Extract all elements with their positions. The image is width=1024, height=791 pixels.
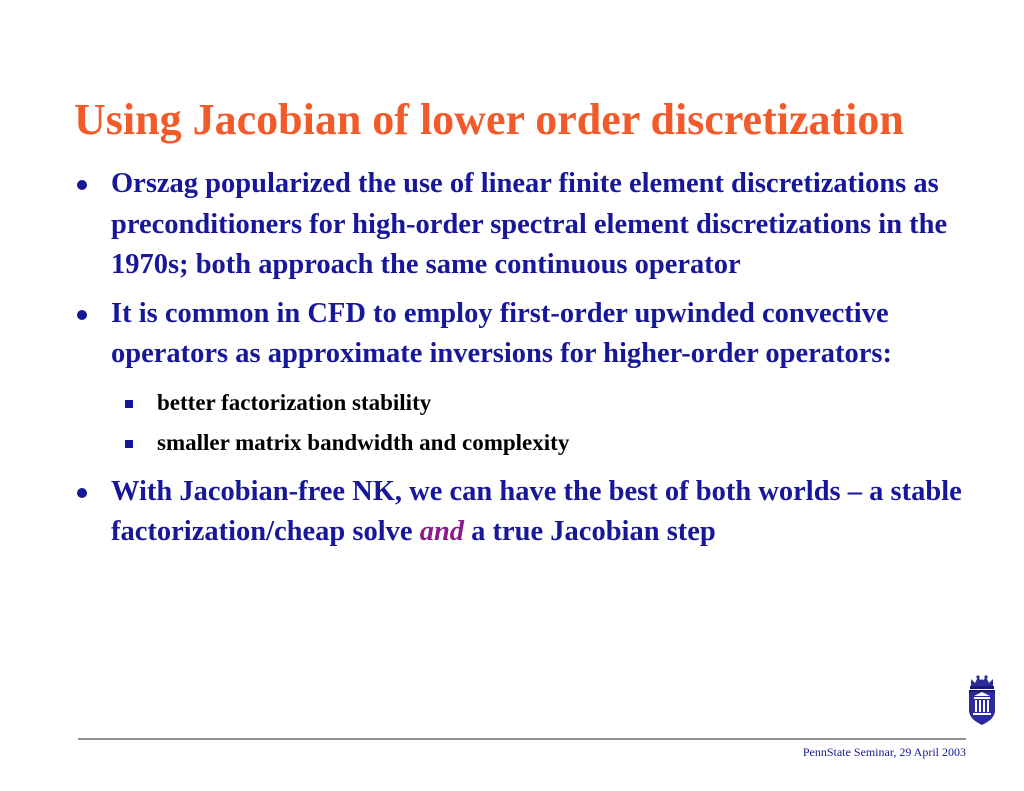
bullet-item-jfnk	[72, 472, 972, 553]
square-bullet-icon	[125, 400, 133, 408]
bullet-text: It is common in CFD to employ first-order upwinded convective operators as approximate inversions for higher-order operators:	[111, 297, 893, 369]
bullet-text-end: a true Jacobian step	[464, 516, 716, 547]
bullet-item-cfd	[72, 294, 972, 464]
emphasis-and: and	[419, 516, 465, 547]
bullet-dot-icon	[77, 310, 87, 320]
bullet-dot-icon	[77, 488, 87, 498]
sub-bullet-text: smaller matrix bandwidth and complexity	[157, 430, 570, 455]
sub-bullet-text: better factorization stability	[157, 389, 432, 415]
sub-bullet-item	[111, 383, 972, 424]
footer-divider	[78, 738, 966, 740]
slide-title: Using Jacobian of lower order discretization	[74, 95, 904, 144]
bullet-text: Orszag popularized the use of linear finite element discretizations as preconditioners for high-order spectral element discretizations in the 1970s; both approach the same continuous operator	[111, 168, 948, 280]
bullet-dot-icon	[77, 180, 87, 190]
square-bullet-icon	[125, 440, 133, 448]
sub-bullet-list	[111, 383, 972, 464]
footer-caption: PennState Seminar, 29 April 2003	[802, 745, 966, 759]
institution-crest-icon	[964, 674, 1000, 726]
bullet-text: With Jacobian-free NK, we can have the best of both worlds – a stable factorization/cheap solve	[111, 475, 962, 547]
bullet-item-orszag	[72, 164, 972, 286]
bullet-list	[72, 164, 972, 553]
sub-bullet-item	[111, 423, 972, 464]
